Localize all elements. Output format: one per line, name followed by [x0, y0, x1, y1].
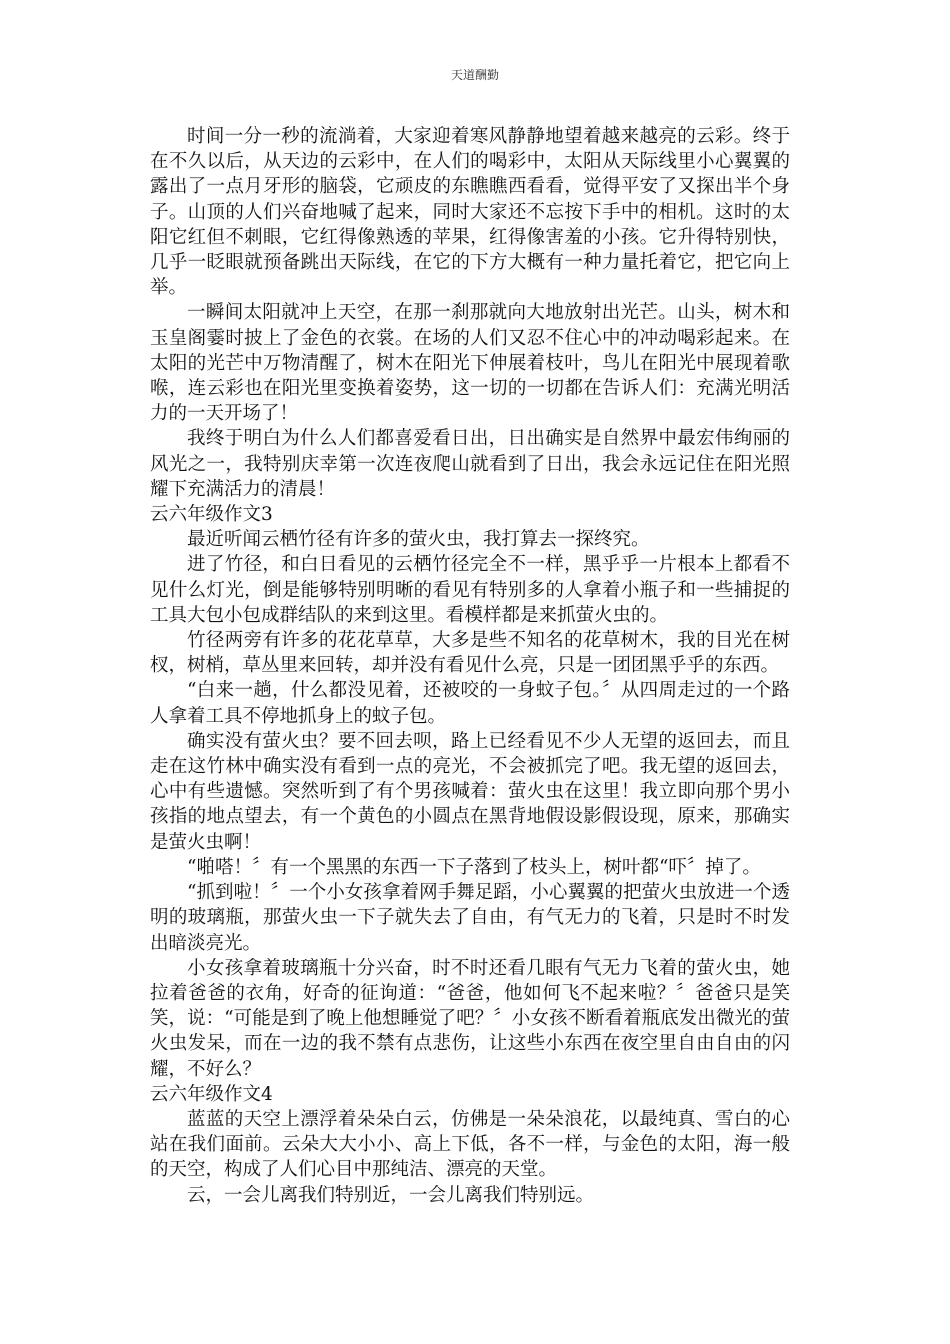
- page-header: 天道酬勤: [450, 68, 499, 82]
- paragraph: 进了竹径，和白日看见的云栖竹径完全不一样，黑乎乎一片根本上都看不见什么灯光，倒是能够特别明晰的看见有特别多的人拿着小瓶子和一些捕捉的工具大包小包成群结队的来到这里。看模样都是来抓萤火虫的。: [150, 554, 790, 626]
- paragraph: “啪嗒！〞有一个黑黑的东西一下子落到了枝头上，树叶都“吓〞掉了。: [187, 856, 761, 878]
- paragraph: 蓝蓝的天空上漂浮着朵朵白云，仿佛是一朵朵浪花，以最纯真、雪白的心站在我们面前。云朵大大小小、高上下低，各不一样，与金色的太阳，海一般的天空，构成了人们心目中那纯洁、漂亮的天堂。: [150, 1108, 790, 1181]
- document-body: [150, 124, 790, 1208]
- paragraph: 确实没有萤火虫？要不回去呗，路上已经看见不少人无望的返回去，而且走在这竹林中确实没有看到一点的亮光，不会被抓完了吧。我无望的返回去，心中有些遗憾。突然听到了有个男孩喊着：萤火虫在这里！我立即向那个男小孩指的地点望去，有一个黄色的小圆点在黑背地假设影假设现，原来，那确实是萤火虫啊！: [150, 730, 790, 853]
- paragraph: 时间一分一秒的流淌着，大家迎着寒风静静地望着越来越亮的云彩。终于在不久以后，从天边的云彩中，在人们的喝彩中，太阳从天际线里小心翼翼的露出了一点月牙形的脑袋，它顽皮的东瞧瞧西看看，觉得平安了又探出半个身子。山顶的人们兴奋地喊了起来，同时大家还不忘按下手中的相机。这时的太阳它红但不刺眼，它红得像熟透的苹果，红得像害羞的小孩。它升得特别快，几乎一眨眼就预备跳出天际线，在它的下方大概有一种力量托着它，把它向上举。: [150, 126, 790, 299]
- paragraph: “抓到啦！〞一个小女孩拿着网手舞足蹈，小心翼翼的把萤火虫放进一个透明的玻璃瓶，那萤火虫一下子就失去了自由，有气无力的飞着，只是时不时发出暗淡亮光。: [150, 882, 790, 954]
- paragraph: 小女孩拿着玻璃瓶十分兴奋，时不时还看几眼有气无力飞着的萤火虫，她拉着爸爸的衣角，好奇的征询道：“爸爸，他如何飞不起来啦？〞爸爸只是笑笑，说：“可能是到了晚上他想睡觉了吧？〞小女孩不断看着瓶底发出微光的萤火虫发呆，而在一边的我不禁有点悲伤，让这些小东西在夜空里自由自由的闪耀，不好么？: [150, 957, 790, 1080]
- paragraph: “白来一趟，什么都没见着，还被咬的一身蚊子包。〞从四周走过的一个路人拿着工具不停地抓身上的蚊子包。: [150, 680, 790, 727]
- paragraph: 竹径两旁有许多的花花草草，大多是些不知名的花草树木，我的目光在树杈，树梢，草丛里来回转，却并没有看见什么亮，只是一团团黑乎乎的东西。: [150, 630, 790, 677]
- paragraph: 一瞬间太阳就冲上天空，在那一刹那就向大地放射出光芒。山头，树木和玉皇阁霎时披上了金色的衣裳。在场的人们又忍不住心中的冲动喝彩起来。在太阳的光芒中万物清醒了，树木在阳光下伸展着枝叶，鸟儿在阳光中展现着歌喉，连云彩也在阳光里变换着姿势，这一切的一切都在告诉人们：充满光明活力的一天开场了！: [150, 302, 790, 425]
- section-heading: 云六年级作文3: [150, 504, 273, 526]
- section-heading: 云六年级作文4: [150, 1083, 273, 1105]
- paragraph: 最近听闻云栖竹径有许多的萤火虫，我打算去一探终究。: [187, 529, 650, 551]
- paragraph: 我终于明白为什么人们都喜爱看日出，日出确实是自然界中最宏伟绚丽的风光之一，我特别庆幸第一次连夜爬山就看到了日出，我会永远记住在阳光照耀下充满活力的清晨！: [150, 428, 790, 500]
- paragraph: 云，一会儿离我们特别近，一会儿离我们特别远。: [187, 1184, 595, 1206]
